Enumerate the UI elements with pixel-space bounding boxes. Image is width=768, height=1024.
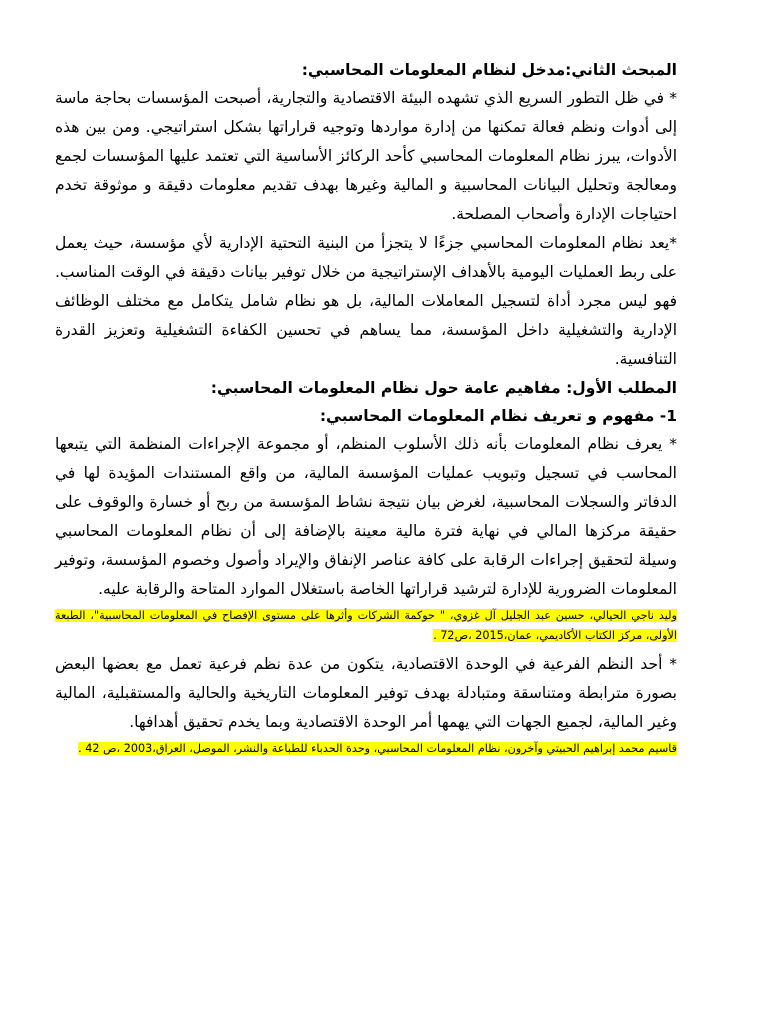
subsection-title: المطلب الأول: مفاهيم عامة حول نظام المعلومات المحاسبي: <box>210 379 677 397</box>
footnote-2 <box>55 739 677 759</box>
section-title: المبحث الثاني:مدخل لنظام المعلومات المحاسبي: <box>301 61 677 79</box>
intro-paragraph-2: *يعد نظام المعلومات المحاسبي جزءًا لا يتجزأ من البنية التحتية الإدارية لأي مؤسسة، حيث يعمل على ربط العمليات اليومية بالأهداف الإستراتيجية من خلال توفير بيانات دقيقة في الوقت المناسب. فهو ليس مجرد أداة لتسجيل المعاملات المالية، بل هو نظام شامل يتكامل مع مختلف الوظائف الإدارية والتشغيلية داخل المؤسسة، مما يساهم في تحسين الكفاءة التشغيلية وتعزيز القدرة التنافسية. <box>55 234 677 368</box>
definition-paragraph-1: * يعرف نظام المعلومات بأنه ذلك الأسلوب المنظم، أو مجموعة الإجراءات المنظمة التي يتبعها المحاسب في تسجيل وتبويب عمليات المؤسسة المالية، من واقع المستندات المؤيدة لها في الدفاتر والسجلات المحاسبية، لغرض بيان نتيجة نشاط المؤسسة من ربح أو خسارة والوقوف على حقيقة مركزها المالي في نهاية فترة مالية معينة بالإضافة إلى أن نظام المعلومات المحاسبي وسيلة لتحقيق إجراءات الرقابة على كافة عناصر الإنفاق والإيراد وأصول وخصوم المؤسسة، وتوفير المعلومات الضرورية للإدارة لترشيد قراراتها الخاصة باستغلال الموارد المتاحة والرقابة عليه. <box>55 435 677 598</box>
document-page <box>55 56 677 763</box>
footnote-2-text: قاسيم محمد إبراهيم الحبيتي وآخرون، نظام المعلومات المحاسبي، وحدة الحدباء للطباعة والنشر، الموصل، العراق،2003 ،ص 42 . <box>78 742 677 755</box>
point-title: 1- مفهوم و تعريف نظام المعلومات المحاسبي: <box>319 407 677 425</box>
footnote-1-text: وليد ناجي الحيالي، حسين عبد الجليل آل غزوي، " حوكمة الشركات وأثرها على مستوى الإفصاح في المعلومات المحاسبية"، الطبعة الأولى، مركز الكتاب الأكاديمي، عمان،2015 ،ص72 . <box>55 609 677 642</box>
definition-paragraph-2: * أحد النظم الفرعية في الوحدة الاقتصادية، يتكون من عدة نظم فرعية تعمل مع بعضها البعض بصورة مترابطة ومتناسقة ومتبادلة بهدف توفير المعلومات التاريخية والحالية والمستقبلية، المالية وغير المالية، لجميع الجهات التي يهمها أمر الوحدة الاقتصادية وبما يخدم تحقيق أهدافها. <box>55 655 677 731</box>
footnote-1 <box>55 606 677 646</box>
intro-paragraph-1: * في ظل التطور السريع الذي تشهده البيئة الاقتصادية والتجارية، أصبحت المؤسسات بحاجة ماسة إلى أدوات ونظم فعالة تمكنها من إدارة مواردها وتوجيه قراراتها بشكل استراتيجي. ومن بين هذه الأدوات، يبرز نظام المعلومات المحاسبي كأحد الركائز الأساسية التي تعتمد عليها المؤسسات لجمع ومعالجة وتحليل البيانات المحاسبية و المالية وغيرها بهدف تقديم معلومات دقيقة و موثوقة تخدم احتياجات الإدارة وأصحاب المصلحة. <box>55 89 677 223</box>
